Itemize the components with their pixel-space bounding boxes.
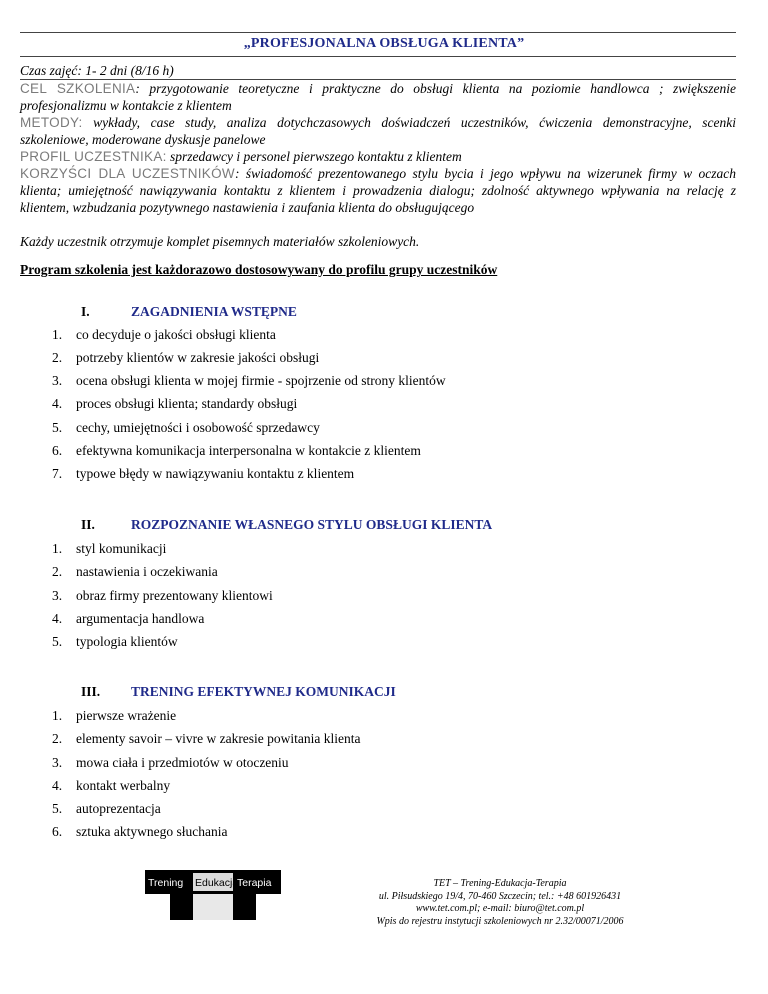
benefits-label: KORZYŚCI DLA UCZESTNIKÓW [20,166,235,181]
goal-text: : przygotowanie teoretyczne i praktyczne do obsługi klienta na poziomie handlowca ; zwiększenie profesjonalizmu w kontakcie z klientem [20,81,737,113]
section-3-item: 5. autoprezentacja [52,801,161,816]
footer-line-3: www.tet.com.pl; e-mail: biuro@tet.com.pl [415,903,585,914]
footer-contact [330,878,670,928]
methods-paragraph [20,114,736,148]
duration-line [20,62,736,79]
section-2-item: 3. obraz firmy prezentowany klientowi [52,588,273,603]
methods-text: wykłady, case study, analiza dotychczasowych doświadczeń uczestników, ćwiczenia demonstracyjne, scenki szkoleniowe, moderowane dyskusje panelowe [20,115,736,147]
tet-logo [145,870,281,920]
title-underline [20,56,736,57]
document-title: „PROFESJONALNA OBSŁUGA KLIENTA” [243,36,525,51]
benefits-paragraph [20,165,736,216]
section-1-item: 6. efektywna komunikacja interpersonalna w kontakcie z klientem [52,443,421,458]
section-2-item: 2. nastawienia i oczekiwania [52,564,218,579]
section-1-item: 1. co decyduje o jakości obsługi klienta [52,327,276,342]
section-2-item: 4. argumentacja handlowa [52,611,205,626]
section-3-numeral: III. [81,684,101,699]
logo-word-trening: Trening [148,877,184,889]
section-1-item: 4. proces obsługi klienta; standardy obsługi [52,396,298,411]
duration-text: Czas zajęć: 1- 2 dni (8/16 h) [20,63,174,78]
materials-line [20,233,736,250]
footer-line-4: Wpis do rejestru instytucji szkoleniowych nr 2.32/00071/2006 [376,915,624,927]
top-rule [20,32,736,33]
program-note: Program szkolenia jest każdorazowo dostosowywany do profilu grupy uczestników [20,262,498,277]
goal-paragraph [20,80,736,114]
section-2-title: ROZPOZNANIE WŁASNEGO STYLU OBSŁUGI KLIENTA [131,517,493,532]
goal-label: CEL SZKOLENIA [20,81,136,96]
profile-label: PROFIL UCZESTNIKA: [20,149,167,164]
section-2-item: 1. styl komunikacji [52,541,167,556]
section-1-item: 3. ocena obsługi klienta w mojej firmie - spojrzenie od strony klientów [52,373,446,388]
benefits-text: : świadomość prezentowanego stylu bycia i jego wpływu na wizerunek firmy w oczach klienta; umiejętność nawiązywania kontaktu z klientem i prowadzenia dialogu; zdolność aktywnego wpływania na relację z klientem, wzbudzania pozytywnego nastawienia i zaufania klienta do obsługującego [20,166,736,215]
section-2-numeral: II. [81,517,95,532]
section-1-item: 5. cechy, umiejętności i osobowość sprzedawcy [52,420,320,435]
section-3-title: TRENING EFEKTYWNEJ KOMUNIKACJI [131,684,396,699]
logo-word-terapia: Terapia [237,877,272,889]
section-1-item: 2. potrzeby klientów w zakresie jakości obsługi [52,350,320,365]
logo-word-edukacja: Edukacja [195,877,239,889]
profile-paragraph [20,148,736,165]
footer-line-2: ul. Piłsudskiego 19/4, 70-460 Szczecin; tel.: +48 601926431 [378,890,622,902]
profile-text: sprzedawcy i personel pierwszego kontaktu z klientem [166,149,462,164]
section-3-item: 3. mowa ciała i przedmiotów w otoczeniu [52,755,289,770]
section-3-item: 1. pierwsze wrażenie [52,708,177,723]
footer-line-1: TET – Trening-Edukacja-Terapia [433,878,567,889]
materials-text: Każdy uczestnik otrzymuje komplet pisemnych materiałów szkoleniowych. [20,234,420,249]
section-2-item: 5. typologia klientów [52,634,178,649]
section-1-title: ZAGADNIENIA WSTĘPNE [131,304,297,319]
section-3-item: 6. sztuka aktywnego słuchania [52,824,228,839]
section-3-item: 2. elementy savoir – vivre w zakresie powitania klienta [52,731,361,746]
section-1-numeral: I. [81,304,90,319]
section-3-item: 4. kontakt werbalny [52,778,171,793]
methods-label: METODY: [20,115,83,130]
section-1-item: 7. typowe błędy w nawiązywaniu kontaktu z klientem [52,466,355,481]
